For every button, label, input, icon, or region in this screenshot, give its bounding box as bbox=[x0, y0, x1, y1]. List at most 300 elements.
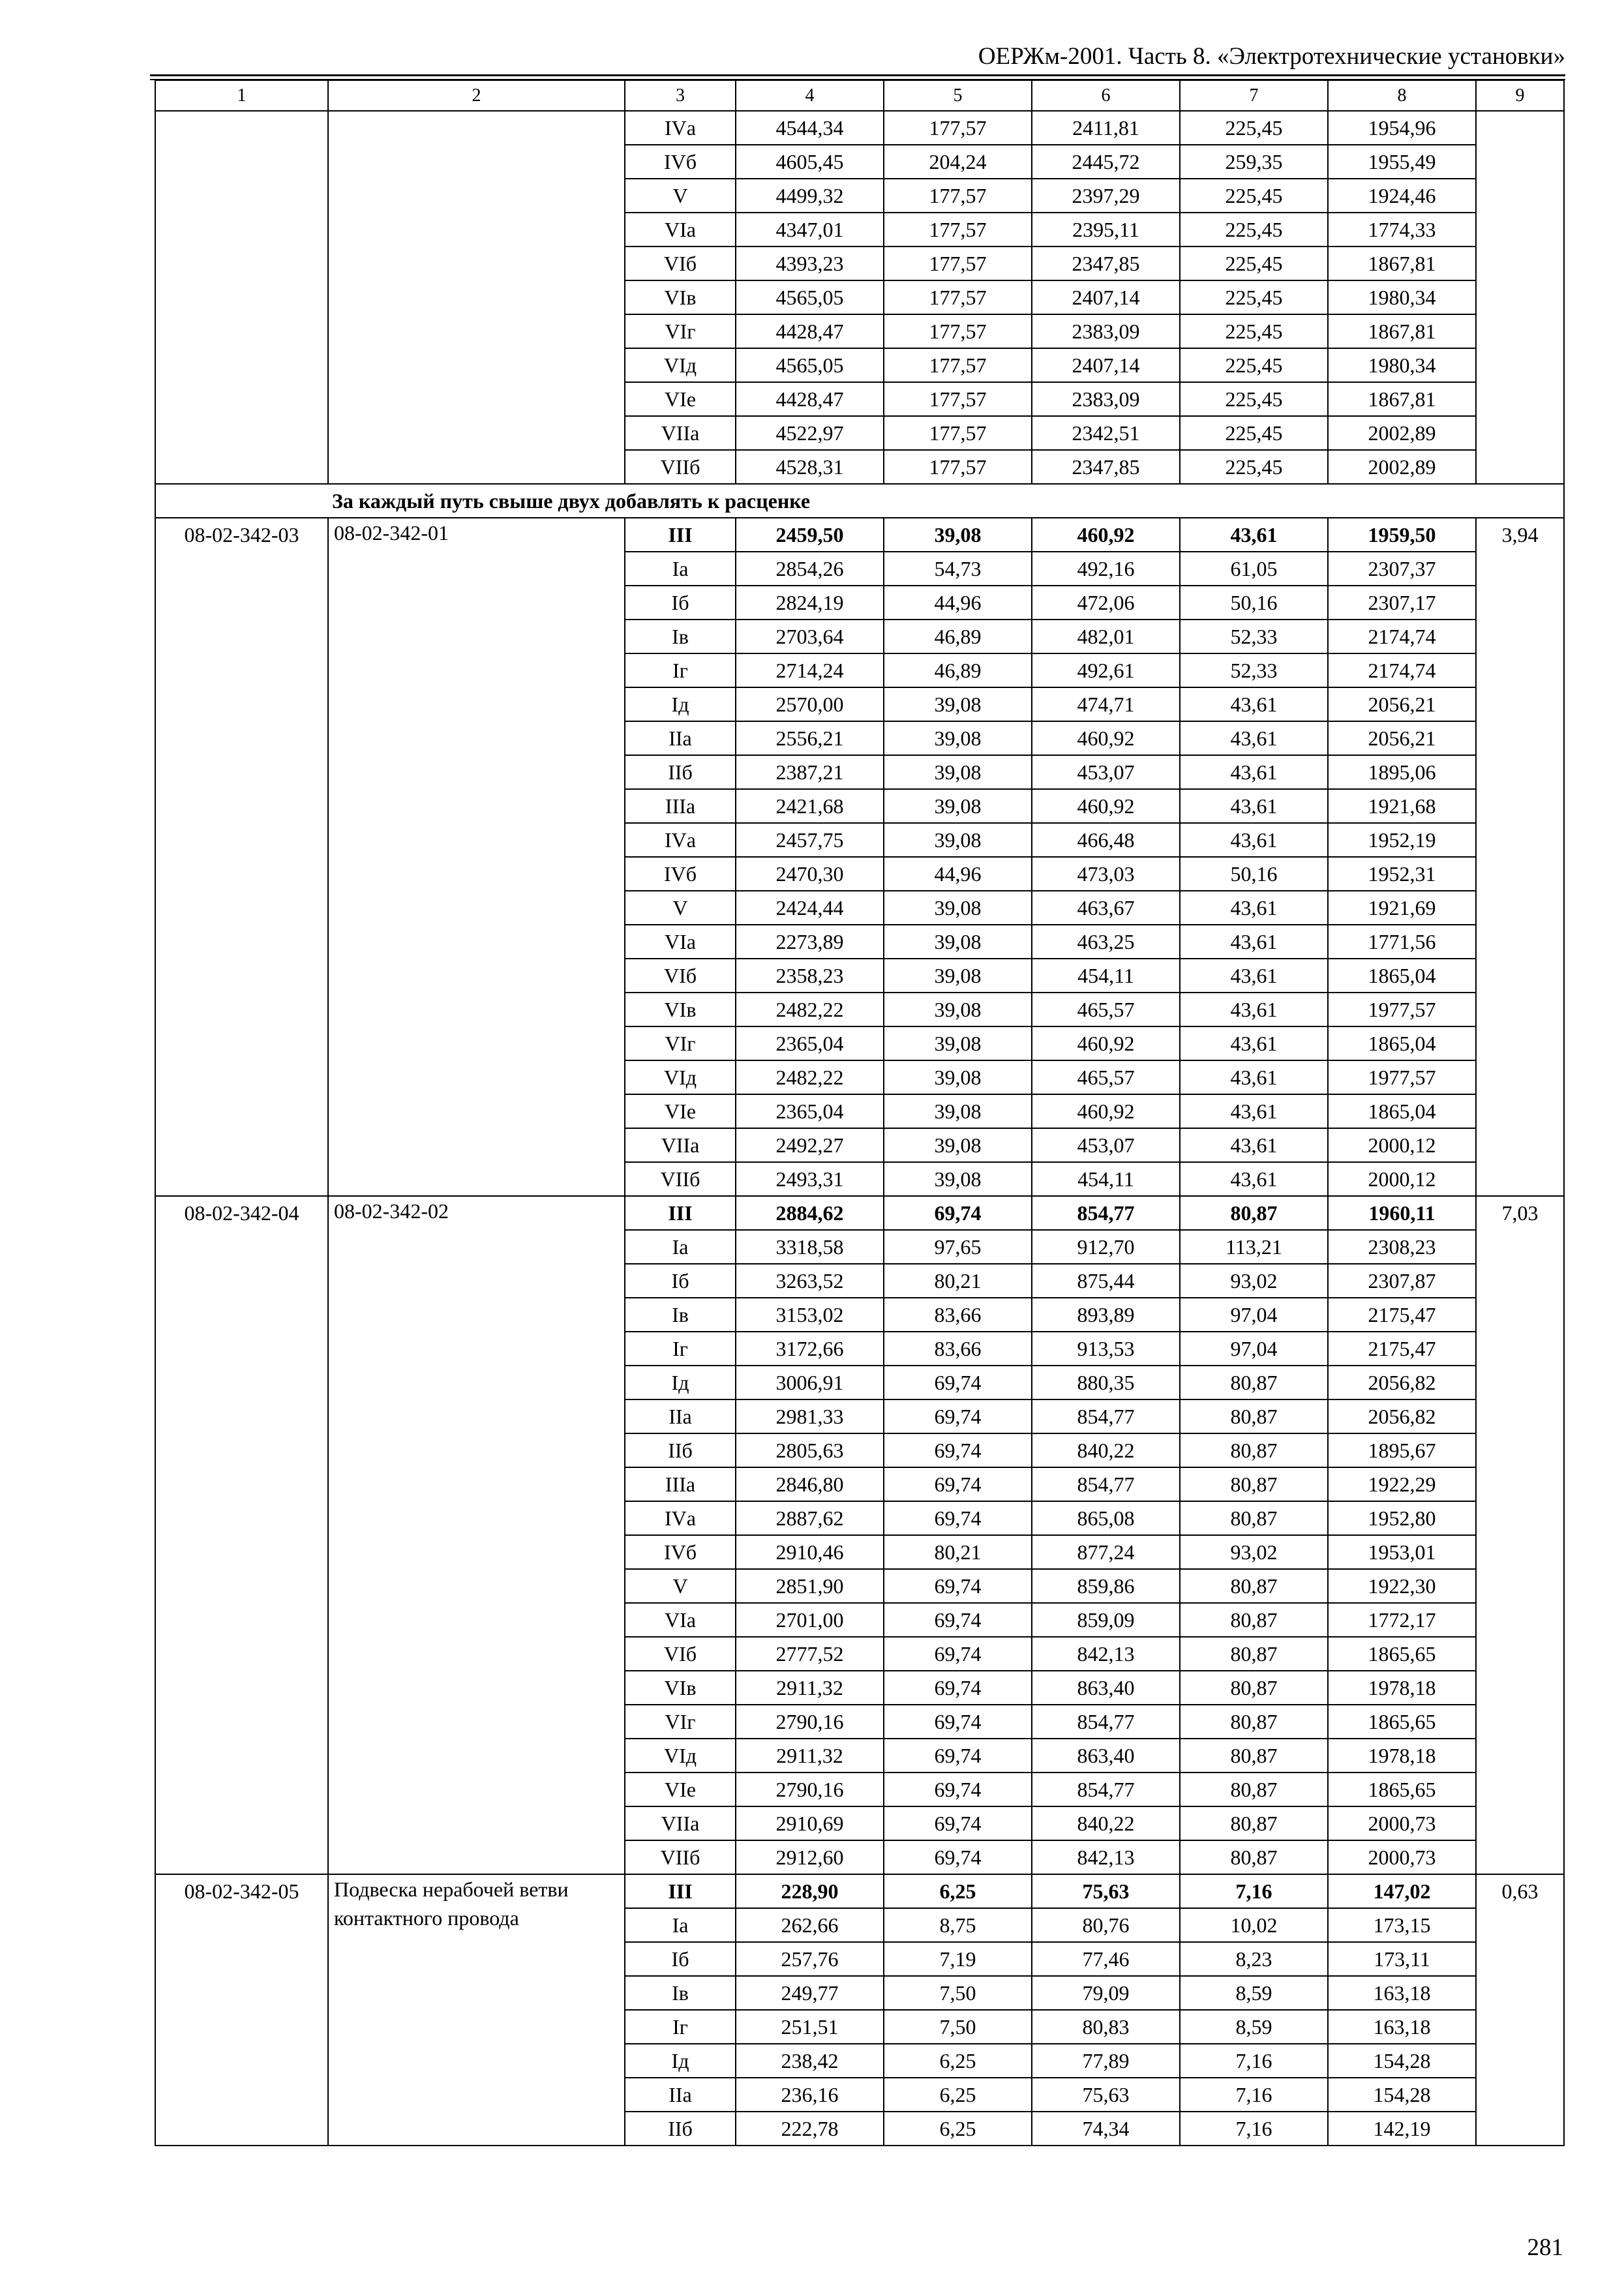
column-header: 9 bbox=[1476, 80, 1564, 111]
zone-cell: IIб bbox=[625, 1433, 736, 1467]
value-cell: 83,66 bbox=[884, 1298, 1032, 1332]
value-cell: 1865,65 bbox=[1328, 1705, 1476, 1739]
value-cell: 177,57 bbox=[884, 280, 1032, 314]
value-cell: 52,33 bbox=[1180, 620, 1328, 653]
value-cell: 2273,89 bbox=[736, 925, 884, 959]
zone-cell: V bbox=[625, 179, 736, 213]
value-cell: 69,74 bbox=[884, 1603, 1032, 1637]
value-cell: 79,09 bbox=[1032, 1976, 1180, 2010]
value-cell: 69,74 bbox=[884, 1501, 1032, 1535]
zone-cell: IIа bbox=[625, 1399, 736, 1433]
value-cell: 2365,04 bbox=[736, 1026, 884, 1060]
value-cell: 177,57 bbox=[884, 314, 1032, 348]
value-cell: 1865,65 bbox=[1328, 1637, 1476, 1671]
value-cell: 2981,33 bbox=[736, 1399, 884, 1433]
value-cell: 163,18 bbox=[1328, 1976, 1476, 2010]
value-cell: 69,74 bbox=[884, 1806, 1032, 1840]
value-cell: 80,87 bbox=[1180, 1399, 1328, 1433]
value-cell: 877,24 bbox=[1032, 1535, 1180, 1569]
value-cell: 225,45 bbox=[1180, 382, 1328, 416]
value-cell: 2805,63 bbox=[736, 1433, 884, 1467]
code-cell: 08-02-342-05 bbox=[155, 1874, 328, 2146]
value-cell: 69,74 bbox=[884, 1366, 1032, 1399]
value-cell: 2383,09 bbox=[1032, 314, 1180, 348]
zone-cell: VIIа bbox=[625, 416, 736, 450]
value-cell: 222,78 bbox=[736, 2112, 884, 2146]
value-cell: 2482,22 bbox=[736, 993, 884, 1026]
zone-cell: VIг bbox=[625, 1026, 736, 1060]
value-cell: 10,02 bbox=[1180, 1908, 1328, 1942]
value-cell: 228,90 bbox=[736, 1874, 884, 1908]
value-cell: 863,40 bbox=[1032, 1739, 1180, 1773]
value-cell: 39,08 bbox=[884, 891, 1032, 925]
zone-cell: VIв bbox=[625, 280, 736, 314]
value-cell: 2459,50 bbox=[736, 518, 884, 552]
value-cell: 204,24 bbox=[884, 145, 1032, 179]
value-cell: 43,61 bbox=[1180, 959, 1328, 993]
value-cell: 842,13 bbox=[1032, 1840, 1180, 1874]
value-cell: 2777,52 bbox=[736, 1637, 884, 1671]
value-cell: 39,08 bbox=[884, 755, 1032, 789]
value-cell: 43,61 bbox=[1180, 1026, 1328, 1060]
value-cell: 859,09 bbox=[1032, 1603, 1180, 1637]
value-cell: 225,45 bbox=[1180, 450, 1328, 484]
value-cell: 1980,34 bbox=[1328, 348, 1476, 382]
value-cell: 8,59 bbox=[1180, 2010, 1328, 2044]
value-cell: 880,35 bbox=[1032, 1366, 1180, 1399]
value-cell: 1772,17 bbox=[1328, 1603, 1476, 1637]
value-cell: 4522,97 bbox=[736, 416, 884, 450]
value-cell: 1952,19 bbox=[1328, 823, 1476, 857]
value-cell: 2342,51 bbox=[1032, 416, 1180, 450]
zone-cell: VIе bbox=[625, 1094, 736, 1128]
header-rule bbox=[150, 74, 1565, 76]
value-cell: 80,87 bbox=[1180, 1773, 1328, 1806]
value-cell: 80,87 bbox=[1180, 1433, 1328, 1467]
value-cell: 177,57 bbox=[884, 450, 1032, 484]
description-cell: 08-02-342-02 bbox=[328, 1196, 625, 1874]
zone-cell: VIв bbox=[625, 993, 736, 1026]
value-cell: 225,45 bbox=[1180, 348, 1328, 382]
value-cell: 2307,37 bbox=[1328, 552, 1476, 586]
value-cell: 460,92 bbox=[1032, 721, 1180, 755]
value-cell: 43,61 bbox=[1180, 721, 1328, 755]
value-cell: 854,77 bbox=[1032, 1399, 1180, 1433]
value-cell: 225,45 bbox=[1180, 213, 1328, 247]
value-cell: 2347,85 bbox=[1032, 247, 1180, 280]
value-cell: 2383,09 bbox=[1032, 382, 1180, 416]
value-cell: 2910,46 bbox=[736, 1535, 884, 1569]
value-cell: 460,92 bbox=[1032, 1026, 1180, 1060]
zone-cell: VIв bbox=[625, 1671, 736, 1705]
value-cell: 463,67 bbox=[1032, 891, 1180, 925]
value-cell: 2851,90 bbox=[736, 1569, 884, 1603]
zone-cell: IVа bbox=[625, 1501, 736, 1535]
value-cell: 453,07 bbox=[1032, 1128, 1180, 1162]
value-cell: 43,61 bbox=[1180, 1128, 1328, 1162]
value-cell: 2002,89 bbox=[1328, 416, 1476, 450]
value-cell: 1955,49 bbox=[1328, 145, 1476, 179]
value-cell: 2000,12 bbox=[1328, 1128, 1476, 1162]
value-cell: 2307,87 bbox=[1328, 1264, 1476, 1298]
value-cell: 1959,50 bbox=[1328, 518, 1476, 552]
code-cell bbox=[155, 111, 328, 484]
value-cell: 39,08 bbox=[884, 789, 1032, 823]
zone-cell: Iв bbox=[625, 620, 736, 653]
value-cell: 474,71 bbox=[1032, 687, 1180, 721]
value-cell: 2482,22 bbox=[736, 1060, 884, 1094]
value-cell: 1977,57 bbox=[1328, 993, 1476, 1026]
value-cell: 69,74 bbox=[884, 1433, 1032, 1467]
value-cell: 4428,47 bbox=[736, 314, 884, 348]
value-cell: 2492,27 bbox=[736, 1128, 884, 1162]
value-cell: 2470,30 bbox=[736, 857, 884, 891]
value-cell: 43,61 bbox=[1180, 993, 1328, 1026]
value-cell: 97,04 bbox=[1180, 1298, 1328, 1332]
value-cell: 1895,67 bbox=[1328, 1433, 1476, 1467]
page-number: 281 bbox=[1527, 2234, 1563, 2261]
value-cell: 465,57 bbox=[1032, 1060, 1180, 1094]
value-cell: 1960,11 bbox=[1328, 1196, 1476, 1230]
value-cell: 1952,31 bbox=[1328, 857, 1476, 891]
value-cell: 39,08 bbox=[884, 959, 1032, 993]
value-cell: 865,08 bbox=[1032, 1501, 1180, 1535]
zone-cell: VIд bbox=[625, 1739, 736, 1773]
description-cell bbox=[328, 111, 625, 484]
value-cell: 1953,01 bbox=[1328, 1535, 1476, 1569]
value-cell: 43,61 bbox=[1180, 755, 1328, 789]
value-cell: 225,45 bbox=[1180, 314, 1328, 348]
value-cell: 2911,32 bbox=[736, 1739, 884, 1773]
value-cell: 177,57 bbox=[884, 111, 1032, 145]
value-cell: 69,74 bbox=[884, 1705, 1032, 1739]
value-cell: 854,77 bbox=[1032, 1773, 1180, 1806]
value-cell: 50,16 bbox=[1180, 857, 1328, 891]
value-cell: 80,21 bbox=[884, 1264, 1032, 1298]
zone-cell: IVб bbox=[625, 1535, 736, 1569]
value-cell: 2175,47 bbox=[1328, 1332, 1476, 1366]
value-cell: 1895,06 bbox=[1328, 755, 1476, 789]
value-cell: 50,16 bbox=[1180, 586, 1328, 620]
value-cell: 80,87 bbox=[1180, 1196, 1328, 1230]
value-cell: 69,74 bbox=[884, 1671, 1032, 1705]
value-cell: 77,89 bbox=[1032, 2044, 1180, 2078]
value-cell: 93,02 bbox=[1180, 1264, 1328, 1298]
value-cell: 3172,66 bbox=[736, 1332, 884, 1366]
column-header: 1 bbox=[155, 80, 328, 111]
value-cell: 913,53 bbox=[1032, 1332, 1180, 1366]
value-cell: 2854,26 bbox=[736, 552, 884, 586]
value-cell: 77,46 bbox=[1032, 1942, 1180, 1976]
value-cell: 2457,75 bbox=[736, 823, 884, 857]
value-cell: 1952,80 bbox=[1328, 1501, 1476, 1535]
zone-cell: VIд bbox=[625, 1060, 736, 1094]
value-cell: 93,02 bbox=[1180, 1535, 1328, 1569]
value-cell: 163,18 bbox=[1328, 2010, 1476, 2044]
zone-cell: Iа bbox=[625, 552, 736, 586]
value-cell: 460,92 bbox=[1032, 789, 1180, 823]
value-cell: 1924,46 bbox=[1328, 179, 1476, 213]
value-cell: 2056,21 bbox=[1328, 721, 1476, 755]
description-cell: 08-02-342-01 bbox=[328, 518, 625, 1196]
value-cell: 840,22 bbox=[1032, 1433, 1180, 1467]
zone-cell: IIб bbox=[625, 755, 736, 789]
value-cell: 2000,73 bbox=[1328, 1806, 1476, 1840]
zone-cell: Iг bbox=[625, 653, 736, 687]
zone-cell: IIIа bbox=[625, 789, 736, 823]
value-cell: 2397,29 bbox=[1032, 179, 1180, 213]
value-cell: 75,63 bbox=[1032, 1874, 1180, 1908]
zone-cell: VIб bbox=[625, 247, 736, 280]
value-cell: 147,02 bbox=[1328, 1874, 1476, 1908]
value-cell: 238,42 bbox=[736, 2044, 884, 2078]
value-cell: 492,16 bbox=[1032, 552, 1180, 586]
zone-cell: IVа bbox=[625, 111, 736, 145]
value-cell: 8,59 bbox=[1180, 1976, 1328, 2010]
value-cell: 7,19 bbox=[884, 1942, 1032, 1976]
value-cell: 39,08 bbox=[884, 823, 1032, 857]
value-cell: 80,87 bbox=[1180, 1840, 1328, 1874]
value-cell: 2887,62 bbox=[736, 1501, 884, 1535]
value-cell: 4565,05 bbox=[736, 348, 884, 382]
value-cell: 1867,81 bbox=[1328, 247, 1476, 280]
value-cell: 460,92 bbox=[1032, 518, 1180, 552]
zone-cell: VIб bbox=[625, 959, 736, 993]
zone-cell: IVа bbox=[625, 823, 736, 857]
zone-cell: Iб bbox=[625, 1264, 736, 1298]
value-cell: 39,08 bbox=[884, 1128, 1032, 1162]
value-cell: 80,87 bbox=[1180, 1739, 1328, 1773]
value-cell: 2002,89 bbox=[1328, 450, 1476, 484]
value-cell: 2174,74 bbox=[1328, 653, 1476, 687]
value-cell: 8,75 bbox=[884, 1908, 1032, 1942]
value-cell: 177,57 bbox=[884, 213, 1032, 247]
value-cell: 154,28 bbox=[1328, 2078, 1476, 2112]
value-cell: 154,28 bbox=[1328, 2044, 1476, 2078]
value-cell: 225,45 bbox=[1180, 416, 1328, 450]
zone-cell: IIб bbox=[625, 2112, 736, 2146]
value-cell: 69,74 bbox=[884, 1467, 1032, 1501]
column-header: 2 bbox=[328, 80, 625, 111]
value-cell: 177,57 bbox=[884, 382, 1032, 416]
value-cell: 4605,45 bbox=[736, 145, 884, 179]
value-cell: 2424,44 bbox=[736, 891, 884, 925]
value-cell: 854,77 bbox=[1032, 1467, 1180, 1501]
value-cell: 854,77 bbox=[1032, 1196, 1180, 1230]
value-cell: 80,87 bbox=[1180, 1569, 1328, 1603]
value-cell: 466,48 bbox=[1032, 823, 1180, 857]
zone-cell: Iв bbox=[625, 1976, 736, 2010]
value-cell: 80,87 bbox=[1180, 1705, 1328, 1739]
value-cell: 236,16 bbox=[736, 2078, 884, 2112]
zone-cell: Iд bbox=[625, 687, 736, 721]
value-cell: 177,57 bbox=[884, 179, 1032, 213]
value-cell: 472,06 bbox=[1032, 586, 1180, 620]
value-cell: 43,61 bbox=[1180, 891, 1328, 925]
value-cell: 43,61 bbox=[1180, 1060, 1328, 1094]
value-cell: 2701,00 bbox=[736, 1603, 884, 1637]
value-cell: 177,57 bbox=[884, 348, 1032, 382]
value-cell: 80,76 bbox=[1032, 1908, 1180, 1942]
value-cell: 1978,18 bbox=[1328, 1671, 1476, 1705]
value-cell: 4428,47 bbox=[736, 382, 884, 416]
value-cell: 3006,91 bbox=[736, 1366, 884, 1399]
value-cell: 7,50 bbox=[884, 1976, 1032, 2010]
zone-cell: Iа bbox=[625, 1230, 736, 1264]
price-table bbox=[155, 80, 1565, 2146]
value-cell: 44,96 bbox=[884, 586, 1032, 620]
zone-cell: Iа bbox=[625, 1908, 736, 1942]
value-cell: 225,45 bbox=[1180, 111, 1328, 145]
value-cell: 80,87 bbox=[1180, 1501, 1328, 1535]
zone-cell: VIIа bbox=[625, 1806, 736, 1840]
value-cell: 142,19 bbox=[1328, 2112, 1476, 2146]
value-cell: 492,61 bbox=[1032, 653, 1180, 687]
value-cell: 2714,24 bbox=[736, 653, 884, 687]
value-cell: 39,08 bbox=[884, 993, 1032, 1026]
value-cell: 259,35 bbox=[1180, 145, 1328, 179]
value-cell: 80,87 bbox=[1180, 1366, 1328, 1399]
value-cell: 225,45 bbox=[1180, 280, 1328, 314]
value-cell: 39,08 bbox=[884, 1162, 1032, 1196]
value-cell: 39,08 bbox=[884, 1026, 1032, 1060]
value-cell: 43,61 bbox=[1180, 789, 1328, 823]
value-cell: 1977,57 bbox=[1328, 1060, 1476, 1094]
value-cell: 912,70 bbox=[1032, 1230, 1180, 1264]
value-cell: 80,87 bbox=[1180, 1637, 1328, 1671]
value-cell: 875,44 bbox=[1032, 1264, 1180, 1298]
value-cell: 460,92 bbox=[1032, 1094, 1180, 1128]
value-cell: 2347,85 bbox=[1032, 450, 1180, 484]
value-cell: 1978,18 bbox=[1328, 1739, 1476, 1773]
value-cell: 463,25 bbox=[1032, 925, 1180, 959]
value-cell: 2174,74 bbox=[1328, 620, 1476, 653]
zone-cell: VIг bbox=[625, 1705, 736, 1739]
value-cell: 4393,23 bbox=[736, 247, 884, 280]
zone-cell: IIа bbox=[625, 2078, 736, 2112]
value-cell: 8,23 bbox=[1180, 1942, 1328, 1976]
zone-cell: VIд bbox=[625, 348, 736, 382]
value-cell: 43,61 bbox=[1180, 1162, 1328, 1196]
zone-cell: Iб bbox=[625, 586, 736, 620]
value-cell: 482,01 bbox=[1032, 620, 1180, 653]
zone-cell: VIб bbox=[625, 1637, 736, 1671]
value-cell: 43,61 bbox=[1180, 687, 1328, 721]
zone-cell: VIIб bbox=[625, 1162, 736, 1196]
zone-cell: VIг bbox=[625, 314, 736, 348]
column-header: 6 bbox=[1032, 80, 1180, 111]
value-cell: 854,77 bbox=[1032, 1705, 1180, 1739]
zone-cell: VIIа bbox=[625, 1128, 736, 1162]
zone-cell: IVб bbox=[625, 145, 736, 179]
zone-cell: VIIб bbox=[625, 1840, 736, 1874]
zone-cell: VIе bbox=[625, 1773, 736, 1806]
zone-cell: Iг bbox=[625, 1332, 736, 1366]
value-cell: 177,57 bbox=[884, 247, 1032, 280]
value-cell: 80,87 bbox=[1180, 1806, 1328, 1840]
value-cell: 859,86 bbox=[1032, 1569, 1180, 1603]
value-cell: 7,16 bbox=[1180, 2078, 1328, 2112]
value-cell: 1921,68 bbox=[1328, 789, 1476, 823]
value-cell: 2703,64 bbox=[736, 620, 884, 653]
value-cell: 1865,04 bbox=[1328, 1094, 1476, 1128]
value-cell: 1865,65 bbox=[1328, 1773, 1476, 1806]
value-cell: 4528,31 bbox=[736, 450, 884, 484]
code-cell: 08-02-342-03 bbox=[155, 518, 328, 1196]
value-cell: 2365,04 bbox=[736, 1094, 884, 1128]
value-cell: 4544,34 bbox=[736, 111, 884, 145]
value-cell: 225,45 bbox=[1180, 247, 1328, 280]
value-cell: 1954,96 bbox=[1328, 111, 1476, 145]
value-cell: 1774,33 bbox=[1328, 213, 1476, 247]
column-number-row bbox=[155, 80, 1564, 111]
value-cell: 43,61 bbox=[1180, 1094, 1328, 1128]
value-cell: 2308,23 bbox=[1328, 1230, 1476, 1264]
value-cell: 39,08 bbox=[884, 1060, 1032, 1094]
value-cell: 39,08 bbox=[884, 925, 1032, 959]
value-cell: 262,66 bbox=[736, 1908, 884, 1942]
value-cell: 7,50 bbox=[884, 2010, 1032, 2044]
value-cell: 2056,82 bbox=[1328, 1399, 1476, 1433]
value-cell: 69,74 bbox=[884, 1739, 1032, 1773]
value-cell: 2790,16 bbox=[736, 1705, 884, 1739]
value-cell: 1865,04 bbox=[1328, 959, 1476, 993]
coefficient-cell: 7,03 bbox=[1476, 1196, 1564, 1874]
value-cell: 46,89 bbox=[884, 653, 1032, 687]
value-cell: 7,16 bbox=[1180, 2044, 1328, 2078]
value-cell: 257,76 bbox=[736, 1942, 884, 1976]
value-cell: 453,07 bbox=[1032, 755, 1180, 789]
value-cell: 80,21 bbox=[884, 1535, 1032, 1569]
value-cell: 2824,19 bbox=[736, 586, 884, 620]
value-cell: 69,74 bbox=[884, 1637, 1032, 1671]
column-header: 4 bbox=[736, 80, 884, 111]
value-cell: 863,40 bbox=[1032, 1671, 1180, 1705]
table-body bbox=[155, 80, 1564, 2146]
value-cell: 2056,21 bbox=[1328, 687, 1476, 721]
value-cell: 2570,00 bbox=[736, 687, 884, 721]
value-cell: 2411,81 bbox=[1032, 111, 1180, 145]
zone-cell: IIIа bbox=[625, 1467, 736, 1501]
value-cell: 2556,21 bbox=[736, 721, 884, 755]
zone-cell: VIа bbox=[625, 1603, 736, 1637]
value-cell: 2387,21 bbox=[736, 755, 884, 789]
zone-cell: III bbox=[625, 1874, 736, 1908]
column-header: 5 bbox=[884, 80, 1032, 111]
value-cell: 2000,73 bbox=[1328, 1840, 1476, 1874]
value-cell: 2910,69 bbox=[736, 1806, 884, 1840]
column-header: 3 bbox=[625, 80, 736, 111]
description-cell: Подвеска нерабочей ветви контактного провода bbox=[328, 1874, 625, 2146]
zone-cell: III bbox=[625, 1196, 736, 1230]
value-cell: 893,89 bbox=[1032, 1298, 1180, 1332]
coefficient-cell bbox=[1476, 111, 1564, 484]
value-cell: 69,74 bbox=[884, 1399, 1032, 1433]
zone-cell: VIа bbox=[625, 213, 736, 247]
value-cell: 2358,23 bbox=[736, 959, 884, 993]
value-cell: 80,87 bbox=[1180, 1467, 1328, 1501]
zone-cell: V bbox=[625, 1569, 736, 1603]
value-cell: 454,11 bbox=[1032, 1162, 1180, 1196]
value-cell: 1921,69 bbox=[1328, 891, 1476, 925]
value-cell: 113,21 bbox=[1180, 1230, 1328, 1264]
zone-cell: IIа bbox=[625, 721, 736, 755]
note-text: За каждый путь свыше двух добавлять к расценке bbox=[155, 484, 1564, 518]
value-cell: 80,87 bbox=[1180, 1603, 1328, 1637]
value-cell: 6,25 bbox=[884, 1874, 1032, 1908]
value-cell: 97,04 bbox=[1180, 1332, 1328, 1366]
value-cell: 61,05 bbox=[1180, 552, 1328, 586]
